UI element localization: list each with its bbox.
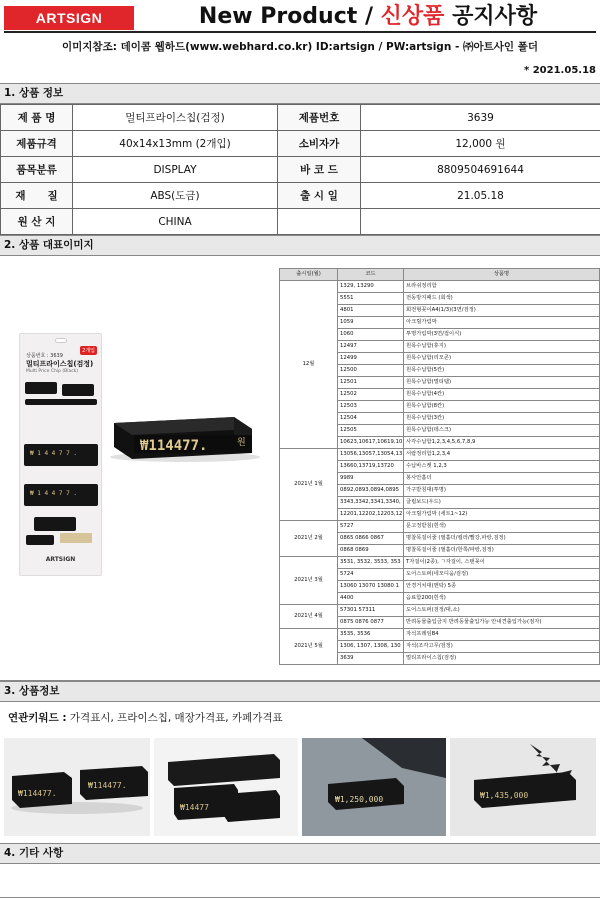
- title-new-product: New Product /: [198, 4, 381, 29]
- release-product-cell: 가구받침대(투명): [404, 485, 600, 497]
- release-code-cell: 0868 0869: [338, 545, 404, 557]
- release-product-cell: 전동방지패드 (회색): [404, 293, 600, 305]
- other-notes-area: [0, 864, 600, 898]
- sample-chip-image: [34, 517, 76, 531]
- material-value: ABS(도금): [73, 183, 278, 209]
- product-photo-2: [154, 738, 298, 836]
- release-code-cell: 13660,13719,13720: [338, 461, 404, 473]
- release-product-cell: 투명가림막(3면/접이식): [404, 329, 600, 341]
- release-code-cell: 0892,0893,0894,0895: [338, 485, 404, 497]
- release-code-cell: 13056,13057,13054,13: [338, 449, 404, 461]
- release-date-label: 출 시 일: [278, 183, 361, 209]
- info-row: [1, 209, 600, 235]
- package-code: 상품번호 : 3639: [26, 353, 63, 359]
- release-code-cell: 3531, 3532, 3533, 353: [338, 557, 404, 569]
- release-product-cell: 원목수납함(리모콘): [404, 353, 600, 365]
- release-product-cell: 원목수납함(멀티탭): [404, 377, 600, 389]
- release-history-table: [279, 268, 600, 665]
- release-code-cell: 3639: [338, 653, 404, 665]
- release-month-cell: 12월: [280, 281, 338, 449]
- release-table-row: [280, 281, 600, 293]
- release-table-row: [280, 557, 600, 569]
- release-product-cell: 수납바스켓 1,2,3: [404, 461, 600, 473]
- product-spec-label: 제품규격: [1, 131, 73, 157]
- release-product-cell: 원목수납함(3칸): [404, 413, 600, 425]
- release-code-cell: 13060 13070 13080 1: [338, 581, 404, 593]
- retail-price-value: 12,000 원: [361, 131, 600, 157]
- empty-cell: [361, 209, 600, 235]
- release-code-cell: 10623,10617,10619,10: [338, 437, 404, 449]
- release-code-cell: 4400: [338, 593, 404, 605]
- photo2-digits: ₩14477: [180, 803, 209, 812]
- page-title: [140, 2, 596, 32]
- photo1-digits-2: ₩114477.: [88, 781, 127, 790]
- title-divider: [4, 31, 596, 33]
- release-code-cell: 3535, 3536: [338, 629, 404, 641]
- photo1-digits: ₩114477.: [18, 789, 57, 798]
- photo4-digits: ₩1,435,000: [480, 791, 529, 800]
- release-product-cell: 원목수납함(데스크): [404, 425, 600, 437]
- product-spec-value: 40x14x13mm (2개입): [73, 131, 278, 157]
- release-product-cell: 원목수납함(4칸): [404, 389, 600, 401]
- release-code-cell: 5727: [338, 521, 404, 533]
- product-package-image: [19, 333, 102, 576]
- release-product-cell: 문고정받침(흰색): [404, 521, 600, 533]
- notice-date: * 2021.05.18: [524, 65, 596, 76]
- release-month-cell: 2021년 5월: [280, 629, 338, 665]
- release-product-cell: 클립보드(우드): [404, 497, 600, 509]
- release-month-cell: 2021년 1월: [280, 449, 338, 521]
- photo3-digits: ₩1,250,000: [335, 795, 384, 804]
- release-table-row: [280, 449, 600, 461]
- release-table-row: [280, 605, 600, 617]
- release-product-cell: 명찰목걸이줄 (필홀더/컬러/빨강,파랑,검정): [404, 533, 600, 545]
- release-product-cell: 회전형꽂이A4(1/3)(3면/검정): [404, 305, 600, 317]
- barcode-value: 8809504691644: [361, 157, 600, 183]
- release-product-cell: 도어스토퍼(네모디움/검정): [404, 569, 600, 581]
- release-product-cell: 아크릴가림막: [404, 317, 600, 329]
- empty-cell: [278, 209, 361, 235]
- info-row: [1, 157, 600, 183]
- material-label: 재 질: [1, 183, 73, 209]
- related-keywords: [8, 710, 283, 725]
- release-code-cell: 5551: [338, 293, 404, 305]
- release-code-cell: 4801: [338, 305, 404, 317]
- image-reference-note: 이미지참조: 데이콤 웹하드(www.webhard.co.kr) ID:artsign / PW:artsign - ㈜아트사인 폴더: [62, 41, 538, 53]
- release-product-cell: 원목수납함(5칸): [404, 365, 600, 377]
- release-table-row: [280, 629, 600, 641]
- release-month-cell: 2021년 3월: [280, 557, 338, 605]
- release-code-cell: 12503: [338, 401, 404, 413]
- category-label: 품목분류: [1, 157, 73, 183]
- artsign-logo: ARTSIGN: [4, 6, 134, 30]
- release-product-cell: 반려동물출입금지 반려동물출입가능 안내견출입가능(점자): [404, 617, 600, 629]
- release-code-cell: 12501: [338, 377, 404, 389]
- release-product-cell: 서랍정리함1,2,3,4: [404, 449, 600, 461]
- release-table-header-cell: 출시일(월): [280, 269, 338, 281]
- sample-chip-image: [62, 384, 94, 396]
- sample-chip-image: [26, 535, 54, 545]
- barcode-label: 바 코 드: [278, 157, 361, 183]
- release-month-cell: 2021년 2월: [280, 521, 338, 557]
- product-photo-4: [450, 738, 596, 836]
- section-main-image-header: 2. 상품 대표이미지: [0, 235, 600, 256]
- info-row: [1, 131, 600, 157]
- release-product-cell: 원목수납함(8칸): [404, 401, 600, 413]
- release-date-value: 21.05.18: [361, 183, 600, 209]
- release-code-cell: 1059: [338, 317, 404, 329]
- release-code-cell: 0865 0866 0867: [338, 533, 404, 545]
- product-photo-1: [4, 738, 150, 836]
- release-code-cell: 12497: [338, 341, 404, 353]
- product-photo-3: [302, 738, 446, 836]
- release-product-cell: 자석(조각고무/검정): [404, 641, 600, 653]
- title-notice: 공지사항: [444, 4, 538, 29]
- release-product-cell: 원목수납함(휴지): [404, 341, 600, 353]
- package-english-name: Multi Price Chip (Black): [26, 369, 79, 374]
- release-table-header-cell: 상품명: [404, 269, 600, 281]
- release-product-cell: 멀티프라이스칩(검정): [404, 653, 600, 665]
- release-product-cell: 명찰목걸이줄 (필홀더/한쪽/파랑,검정): [404, 545, 600, 557]
- release-product-cell: 음료함200(흰색): [404, 593, 600, 605]
- package-product-name: 멀티프라이스칩(검정): [26, 360, 94, 368]
- product-name-label: 제 품 명: [1, 105, 73, 131]
- title-new-product-korean: 신상품: [380, 4, 445, 29]
- hang-hole: [55, 338, 67, 343]
- release-product-cell: 아크릴가림막 (세트1~12): [404, 509, 600, 521]
- product-digits: ₩114477.: [140, 438, 208, 454]
- release-code-cell: 12201,12202,12203,12: [338, 509, 404, 521]
- release-product-cell: T자걸이(2종), ㄱ자걸이, 스탠꽂이: [404, 557, 600, 569]
- origin-value: CHINA: [73, 209, 278, 235]
- section-other-notes-header: 4. 기타 사항: [0, 843, 600, 864]
- release-code-cell: 12504: [338, 413, 404, 425]
- release-code-cell: 9989: [338, 473, 404, 485]
- release-code-cell: 12502: [338, 389, 404, 401]
- product-name-value: 멀티프라이스칩(검정): [73, 105, 278, 131]
- release-table-header-cell: 코드: [338, 269, 404, 281]
- keywords-label: 연관키워드 :: [8, 712, 67, 724]
- release-product-cell: 안경거치대(멘탁) 5종: [404, 581, 600, 593]
- product-info-table: [0, 104, 600, 235]
- release-code-cell: 12500: [338, 365, 404, 377]
- release-code-cell: 1329, 13290: [338, 281, 404, 293]
- origin-label: 원 산 지: [1, 209, 73, 235]
- release-product-cell: 도어스토퍼(검정/대,소): [404, 605, 600, 617]
- release-month-cell: 2021년 4월: [280, 605, 338, 629]
- sample-chip-image: [25, 399, 97, 405]
- release-table-row: [280, 521, 600, 533]
- release-code-cell: 0875 0876 0877: [338, 617, 404, 629]
- category-value: DISPLAY: [73, 157, 278, 183]
- release-product-cell: 봉사안홀더: [404, 473, 600, 485]
- release-product-cell: 브라쉬정리함: [404, 281, 600, 293]
- release-code-cell: 1060: [338, 329, 404, 341]
- product-number-value: 3639: [361, 105, 600, 131]
- tray-digits: ₩ 1 4 4 7 7 .: [30, 450, 77, 457]
- section-product-info-header: 1. 상품 정보: [0, 83, 600, 104]
- retail-price-label: 소비자가: [278, 131, 361, 157]
- release-table-header: [280, 269, 600, 281]
- sample-chip-image: [60, 533, 92, 543]
- release-code-cell: 12499: [338, 353, 404, 365]
- product-photo-price-chip: [110, 405, 260, 461]
- quantity-badge: 2개입: [82, 348, 95, 354]
- release-code-cell: 3343,3342,3341,3340,: [338, 497, 404, 509]
- release-code-cell: 12505: [338, 425, 404, 437]
- release-code-cell: 1306, 1307, 1308, 130: [338, 641, 404, 653]
- release-product-cell: 사각수납함1,2,3,4,5,6,7,8,9: [404, 437, 600, 449]
- info-row: [1, 105, 600, 131]
- release-product-cell: 자석프레임B4: [404, 629, 600, 641]
- package-brand: ARTSIGN: [45, 556, 76, 563]
- product-number-label: 제품번호: [278, 105, 361, 131]
- product-unit-tile: 원: [237, 438, 246, 448]
- info-row: [1, 183, 600, 209]
- tray-digits: ₩ 1 4 4 7 7 .: [30, 490, 77, 497]
- release-code-cell: 57301 57311: [338, 605, 404, 617]
- keywords-value: 가격표시, 프라이스칩, 매장가격표, 카페가격표: [66, 712, 283, 724]
- release-code-cell: 5724: [338, 569, 404, 581]
- section-product-details-header: 3. 상품정보: [0, 681, 600, 702]
- sample-chip-image: [25, 382, 57, 394]
